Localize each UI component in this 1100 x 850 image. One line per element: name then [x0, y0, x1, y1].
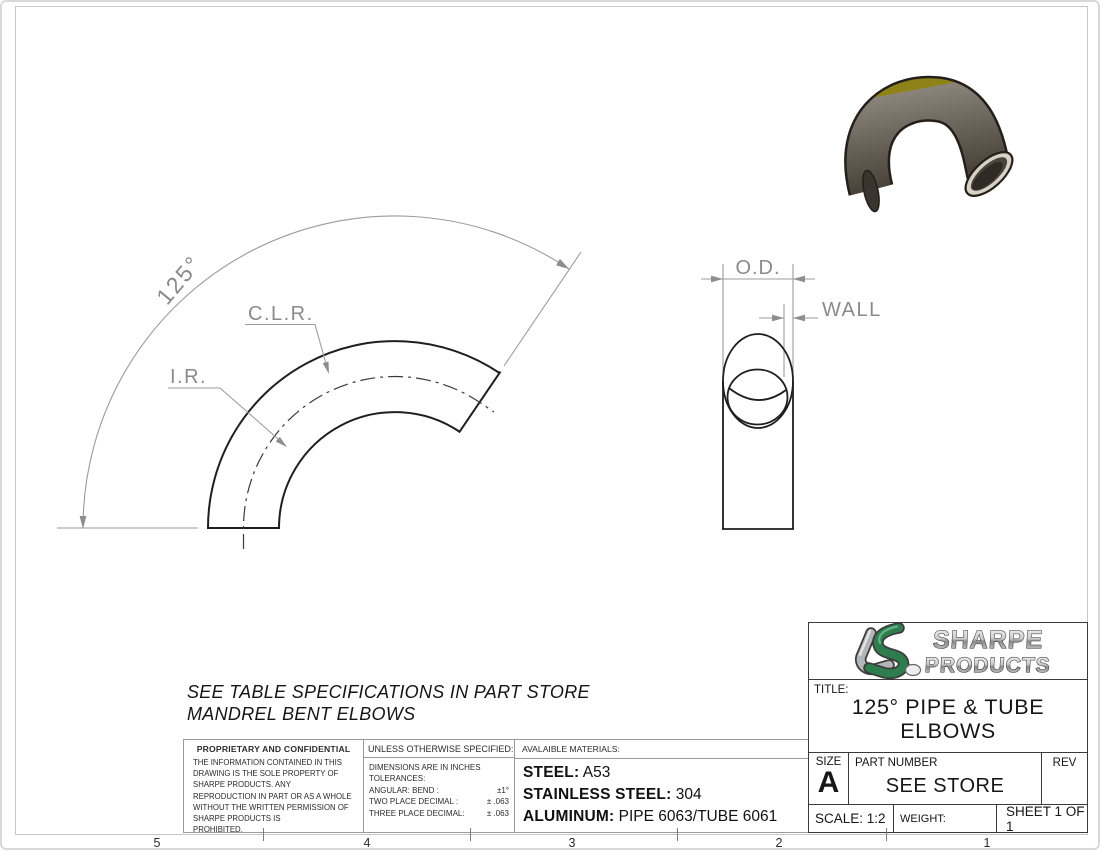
- arrowhead: [772, 315, 784, 322]
- arrowhead: [793, 315, 805, 322]
- material-label: ALUMINUM:: [523, 808, 615, 825]
- weight-cell: WEIGHT:: [894, 805, 997, 832]
- angle-label: 125°: [151, 250, 207, 310]
- logo-text-line2: PRODUCTS: [924, 654, 1052, 677]
- title-block: [808, 622, 1088, 833]
- drawing-title-line2: ELBOWS: [900, 719, 996, 743]
- zone-number: 4: [363, 836, 371, 850]
- rev-cell: [1042, 753, 1087, 804]
- spec-note-line1: SEE TABLE SPECIFICATIONS IN PART STORE: [187, 682, 590, 702]
- tolerances-box: [363, 739, 515, 833]
- zone-tick: [263, 828, 264, 841]
- zone-number: 2: [775, 836, 783, 850]
- main-view: [57, 216, 581, 549]
- arrowhead: [711, 276, 723, 283]
- arrowhead: [323, 362, 329, 375]
- tolerance-line: DIMENSIONS ARE IN INCHES: [369, 763, 481, 772]
- zone-tick: [470, 828, 471, 841]
- part-number-value: SEE STORE: [885, 775, 1005, 797]
- scale-cell: SCALE: 1:2: [809, 805, 894, 832]
- size-cell: [809, 753, 849, 804]
- material-item: [523, 762, 809, 784]
- clr-label: C.L.R.: [248, 303, 314, 325]
- clr-leader: [245, 325, 328, 372]
- sharpe-logo: [809, 623, 1087, 679]
- tolerance-line: TOLERANCES:: [369, 774, 426, 784]
- logo-cell: [809, 623, 1087, 680]
- tube-inner-wall-curve: [729, 388, 786, 400]
- arrowhead: [793, 276, 805, 283]
- tolerance-label: TWO PLACE DECIMAL :: [369, 797, 459, 807]
- inner-arc: [279, 412, 460, 528]
- materials-box: [514, 739, 810, 833]
- zone-tick: [677, 828, 678, 841]
- tolerance-label: THREE PLACE DECIMAL:: [369, 808, 465, 818]
- material-value: PIPE 6063/TUBE 6061: [618, 808, 778, 825]
- tolerances-body: [364, 758, 514, 819]
- title-label: TITLE:: [814, 684, 849, 696]
- outer-arc: [208, 341, 500, 528]
- tolerance-label: ANGULAR: BEND :: [369, 785, 439, 795]
- proprietary-line: SHARPE PRODUCTS IS: [193, 814, 281, 824]
- material-item: [523, 784, 809, 806]
- arrowhead: [556, 259, 569, 269]
- zone-number: 5: [153, 836, 161, 850]
- logo-tube-glyph: [860, 627, 921, 676]
- zone-tick: [886, 828, 887, 841]
- tolerance-value: ± .063: [486, 808, 509, 818]
- size-label: SIZE: [815, 756, 842, 768]
- material-label: STAINLESS STEEL:: [523, 786, 672, 803]
- size-value: A: [817, 766, 840, 799]
- proprietary-box: [183, 739, 364, 833]
- materials-header: AVALAIBLE MATERIALS:: [515, 740, 809, 759]
- logo-text-line1: SHARPE: [932, 626, 1044, 654]
- zone-number: 1: [983, 836, 991, 850]
- tolerance-row: [369, 796, 509, 807]
- material-label: STEEL:: [523, 764, 580, 781]
- title-cell: [809, 680, 1087, 753]
- sheet-cell: SHEET 1 OF 1: [1006, 803, 1085, 834]
- tolerance-row: [369, 808, 509, 819]
- spec-note-line2: MANDREL BENT ELBOWS: [187, 704, 416, 724]
- size-row: [809, 753, 1087, 805]
- tolerance-row: [369, 785, 509, 796]
- part-number-cell: [849, 753, 1042, 804]
- tolerance-value: ± .063: [486, 797, 509, 807]
- extension-line-end: [504, 252, 581, 366]
- drawing-title: [809, 695, 1087, 743]
- proprietary-line: REPRODUCTION IN PART OR AS A WHOLE: [193, 791, 352, 801]
- elbow-3d-render: [860, 99, 1020, 213]
- ir-leader: [168, 388, 285, 445]
- arrowhead: [80, 516, 87, 529]
- drawing-title-line1: 125° PIPE & TUBE: [851, 695, 1045, 719]
- proprietary-text: [193, 757, 357, 835]
- tube-bore-ellipse: [728, 370, 788, 425]
- od-label: O.D.: [735, 257, 781, 279]
- material-value: A53: [582, 764, 611, 781]
- proprietary-line: DRAWING IS THE SOLE PROPERTY OF: [193, 769, 339, 779]
- proprietary-line: SHARPE PRODUCTS. ANY: [193, 780, 291, 790]
- centerline-arc: [244, 377, 495, 549]
- angle-dimension: [57, 216, 581, 528]
- zone-number: 3: [568, 836, 576, 850]
- dimension-arc: [83, 216, 569, 528]
- tube-body: [722, 381, 794, 529]
- part-number-label: PART NUMBER: [855, 757, 938, 769]
- materials-list: [515, 759, 809, 828]
- rev-label: REV: [1052, 757, 1077, 769]
- material-item: [523, 806, 809, 828]
- proprietary-line: WITHOUT THE WRITTEN PERMISSION OF: [193, 802, 349, 812]
- wall-label: WALL: [822, 299, 882, 321]
- proprietary-line: THE INFORMATION CONTAINED IN THIS: [193, 758, 343, 767]
- spec-note: [187, 681, 590, 725]
- tolerances-header: UNLESS OTHERWISE SPECIFIED:: [364, 740, 514, 758]
- material-value: 304: [675, 786, 702, 803]
- scale-row: [809, 805, 1087, 832]
- proprietary-line: PROHIBITED.: [193, 825, 243, 835]
- tolerance-value: ±1°: [496, 785, 509, 795]
- ir-label: I.R.: [170, 366, 208, 388]
- side-view: [701, 257, 882, 529]
- proprietary-header: PROPRIETARY AND CONFIDENTIAL: [196, 744, 351, 754]
